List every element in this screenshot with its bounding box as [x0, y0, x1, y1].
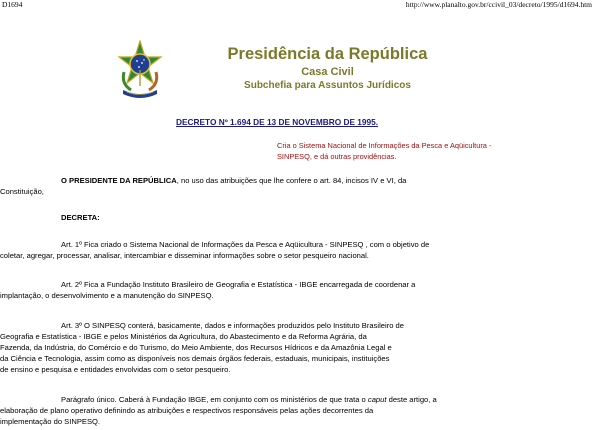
- sole-paragraph-text-a: Parágrafo único. Caberá à Fundação IBGE, em conjunto com os ministérios de que trata o: [61, 395, 366, 404]
- sole-paragraph-line-2: elaboração de plano operativo definindo as atribuições e respectivos responsáveis pelas ações decorrentes da: [0, 406, 374, 415]
- art3-line-2: Geografia e Estatística - IBGE e pelos Ministérios da Agricultura, do Abastecimento e da Reforma Agrária, da: [0, 332, 367, 341]
- presidency-title: Presidência da República: [227, 45, 428, 63]
- art3-line-3: Fazenda, da Indústria, do Comércio e do Turismo, do Meio Ambiente, dos Recursos Hídricos e da Amazônia Legal e: [0, 343, 392, 352]
- print-url: http://www.planalto.gov.br/ccivil_03/decreto/1995/d1694.htm: [405, 0, 592, 9]
- caput-term: caput: [367, 395, 387, 404]
- casa-civil-subtitle: Casa Civil: [301, 66, 354, 78]
- art3-line-1: Art. 3º O SINPESQ conterá, basicamente, dados e informações produzidos pelo Instituto Brasileiro de: [61, 321, 404, 330]
- sole-paragraph-line-3: implementação do SINPESQ.: [0, 417, 101, 426]
- print-header: [0, 0, 595, 12]
- ementa-line-1: Cria o Sistema Nacional de Informações da Pesca e Aqüicultura -: [277, 141, 492, 150]
- art3-line-5: de ensino e pesquisa e entidades envolvidas com o setor pesqueiro.: [0, 365, 231, 374]
- brazil-coat-of-arms-icon: [117, 40, 163, 102]
- sole-paragraph-line-1: [61, 395, 437, 406]
- subchefia-subtitle: Subchefia para Assuntos Jurídicos: [244, 80, 411, 91]
- art3-line-4: da Ciência e Tecnologia, assim como as disponíveis nos demais órgãos federais, estaduais, municipais, instituições: [0, 354, 390, 363]
- print-doc-id: D1694: [2, 0, 23, 9]
- art2-line-2: implantação, o desenvolvimento e a manutenção do SINPESQ.: [0, 291, 214, 300]
- art1-line-2: coletar, agregar, processar, analisar, intercambiar e disseminar informações sobre o setor pesqueiro nacional.: [0, 251, 369, 260]
- art2-line-1: Art. 2º Fica a Fundação Instituto Brasileiro de Geografia e Estatística - IBGE encarregada de coordenar a: [61, 280, 416, 289]
- art1-line-1: Art. 1º Fica criado o Sistema Nacional de Informações da Pesca e Aqüicultura - SINPESQ , com o objetivo de: [61, 240, 430, 249]
- decreta-label: DECRETA:: [61, 213, 100, 222]
- preamble-line-1: [61, 176, 406, 187]
- decree-title: DECRETO Nº 1.694 DE 13 DE NOVEMBRO DE 1995.: [176, 117, 379, 127]
- preamble-line-2: Constituição,: [0, 187, 44, 196]
- ementa-line-2: SINPESQ, e dá outras providências.: [277, 152, 397, 161]
- sole-paragraph-text-b: deste artigo, a: [388, 395, 437, 404]
- decree-ementa: [277, 140, 547, 162]
- president-label: O PRESIDENTE DA REPÚBLICA: [61, 176, 177, 185]
- preamble-text: , no uso das atribuições que lhe confere o art. 84, incisos IV e VI, da: [176, 176, 407, 185]
- government-header: [205, 44, 450, 92]
